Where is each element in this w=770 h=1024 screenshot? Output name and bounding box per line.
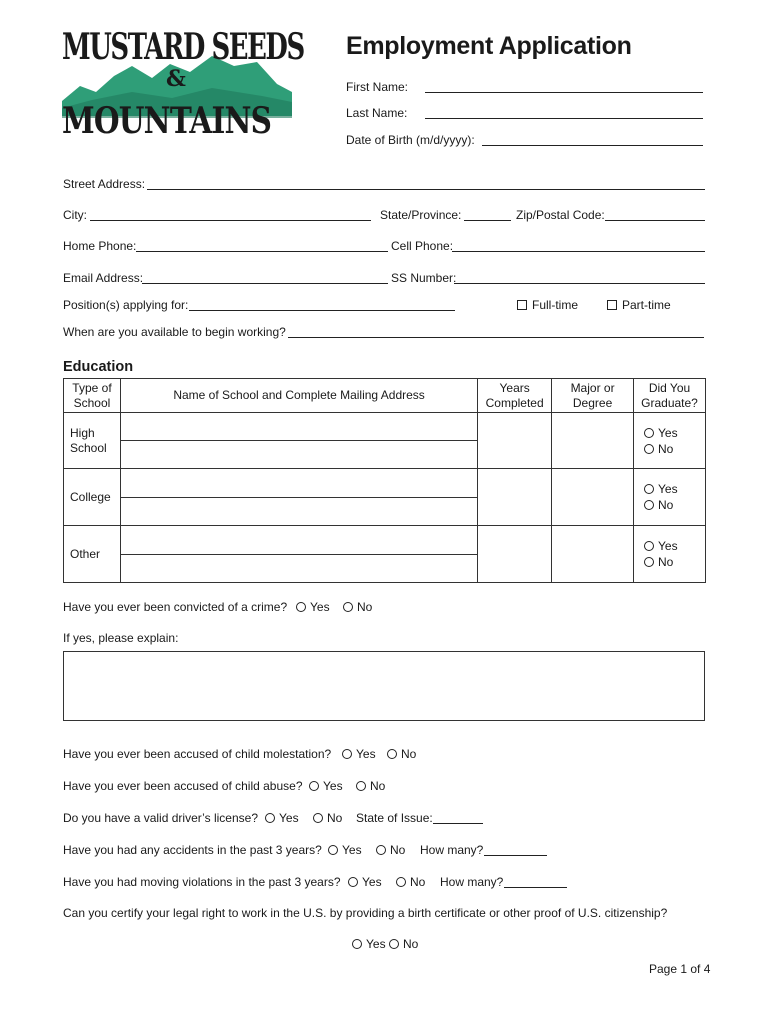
- molestation-yes-option[interactable]: Yes: [342, 747, 376, 761]
- graduate-cell: [634, 469, 706, 526]
- radio-icon[interactable]: [342, 749, 352, 759]
- molestation-no-option[interactable]: No: [387, 747, 416, 761]
- header-major: Major or Degree: [552, 379, 634, 413]
- accidents-question: Have you had any accidents in the past 3 years?: [63, 843, 322, 857]
- header-graduate: Did You Graduate?: [634, 379, 706, 413]
- city-label: City:: [63, 208, 87, 222]
- dob-field[interactable]: [482, 145, 703, 146]
- street-label: Street Address:: [63, 177, 146, 191]
- violations-no-option[interactable]: No: [396, 875, 425, 889]
- major-cell[interactable]: [552, 413, 634, 469]
- state-issue-field[interactable]: [433, 823, 483, 824]
- radio-icon[interactable]: [328, 845, 338, 855]
- education-heading: Education: [63, 359, 134, 375]
- school-address-cell[interactable]: [120, 526, 477, 583]
- crime-question: Have you ever been convicted of a crime?: [63, 600, 288, 614]
- logo-text-line2: MOUNTAINS: [62, 100, 272, 142]
- logo-text-line1: MUSTARD SEEDS: [62, 26, 304, 68]
- logo: [62, 26, 304, 142]
- page-number: Page 1 of 4: [649, 962, 711, 976]
- radio-no[interactable]: [644, 444, 654, 454]
- row-type: College: [64, 469, 121, 526]
- street-field[interactable]: [147, 189, 705, 190]
- violations-question: Have you had moving violations in the past 3 years?: [63, 875, 341, 889]
- radio-yes[interactable]: [644, 428, 654, 438]
- radio-yes[interactable]: [644, 484, 654, 494]
- license-no-option[interactable]: No: [313, 811, 342, 825]
- available-label: When are you available to begin working?: [63, 325, 286, 339]
- position-label: Position(s) applying for:: [63, 298, 189, 312]
- state-issue-label: State of Issue:: [356, 811, 433, 825]
- radio-icon[interactable]: [356, 781, 366, 791]
- radio-icon[interactable]: [343, 602, 353, 612]
- home-phone-label: Home Phone:: [63, 239, 137, 253]
- accidents-how-many-field[interactable]: [484, 855, 547, 856]
- header-school-name: Name of School and Complete Mailing Address: [120, 379, 477, 413]
- radio-icon[interactable]: [389, 939, 399, 949]
- cell-phone-label: Cell Phone:: [391, 239, 454, 253]
- accidents-no-option[interactable]: No: [376, 843, 405, 857]
- graduate-yes-option[interactable]: Yes: [644, 538, 705, 554]
- graduate-no-option[interactable]: No: [644, 441, 705, 457]
- row-type: High School: [64, 413, 121, 469]
- graduate-yes-option[interactable]: Yes: [644, 481, 705, 497]
- years-cell[interactable]: [478, 526, 552, 583]
- crime-yes-option[interactable]: Yes: [296, 600, 330, 614]
- header-type: Type of School: [64, 379, 121, 413]
- graduate-yes-option[interactable]: Yes: [644, 425, 705, 441]
- email-field[interactable]: [142, 283, 388, 284]
- violations-how-many-field[interactable]: [504, 887, 567, 888]
- molestation-question: Have you ever been accused of child molestation?: [63, 747, 332, 761]
- zip-label: Zip/Postal Code:: [516, 208, 605, 222]
- table-row: [64, 526, 706, 583]
- certify-no-option[interactable]: No: [389, 937, 418, 951]
- table-row: [64, 413, 706, 469]
- state-label: State/Province:: [380, 208, 462, 222]
- violations-how-many-label: How many?: [440, 875, 504, 889]
- ss-field[interactable]: [454, 283, 705, 284]
- radio-icon[interactable]: [387, 749, 397, 759]
- fulltime-option[interactable]: [517, 298, 578, 312]
- major-cell[interactable]: [552, 469, 634, 526]
- education-header-row: [64, 379, 706, 413]
- radio-icon[interactable]: [352, 939, 362, 949]
- school-address-cell[interactable]: [120, 469, 477, 526]
- accidents-how-many-label: How many?: [420, 843, 484, 857]
- radio-icon[interactable]: [376, 845, 386, 855]
- available-field[interactable]: [288, 337, 704, 338]
- first-name-field[interactable]: [425, 92, 703, 93]
- certify-yes-option[interactable]: Yes: [352, 937, 386, 951]
- zip-field[interactable]: [605, 220, 705, 221]
- fulltime-label: Full-time: [532, 298, 579, 312]
- ss-label: SS Number:: [391, 271, 457, 285]
- radio-no[interactable]: [644, 557, 654, 567]
- license-yes-option[interactable]: Yes: [265, 811, 299, 825]
- violations-yes-option[interactable]: Yes: [348, 875, 382, 889]
- radio-icon[interactable]: [396, 877, 406, 887]
- cell-phone-field[interactable]: [452, 251, 705, 252]
- table-row: [64, 469, 706, 526]
- explain-label: If yes, please explain:: [63, 631, 179, 645]
- abuse-question: Have you ever been accused of child abuse?: [63, 779, 303, 793]
- page-title: Employment Application: [346, 32, 632, 60]
- parttime-label: Part-time: [622, 298, 671, 312]
- radio-icon[interactable]: [309, 781, 319, 791]
- last-name-field[interactable]: [425, 118, 703, 119]
- radio-icon[interactable]: [313, 813, 323, 823]
- graduate-no-option[interactable]: No: [644, 554, 705, 570]
- radio-yes[interactable]: [644, 541, 654, 551]
- explain-textarea[interactable]: [63, 651, 705, 721]
- school-address-cell[interactable]: [120, 413, 477, 469]
- email-label: Email Address:: [63, 271, 144, 285]
- radio-icon[interactable]: [296, 602, 306, 612]
- education-table: [63, 378, 706, 583]
- major-cell[interactable]: [552, 526, 634, 583]
- radio-icon[interactable]: [348, 877, 358, 887]
- years-cell[interactable]: [478, 469, 552, 526]
- license-question: Do you have a valid driver’s license?: [63, 811, 258, 825]
- city-field[interactable]: [90, 220, 371, 221]
- parttime-option[interactable]: [607, 298, 671, 312]
- accidents-yes-option[interactable]: Yes: [328, 843, 362, 857]
- dob-label: Date of Birth (m/d/yyyy):: [346, 133, 475, 147]
- row-type: Other: [64, 526, 121, 583]
- logo-ampersand: &: [166, 66, 186, 92]
- graduate-cell: [634, 413, 706, 469]
- graduate-cell: [634, 526, 706, 583]
- first-name-label: First Name:: [346, 80, 409, 94]
- abuse-no-option[interactable]: No: [356, 779, 385, 793]
- years-cell[interactable]: [478, 413, 552, 469]
- certify-question: Can you certify your legal right to work in the U.S. by providing a birth certificate or other proof of U.S. citizenship?: [63, 906, 668, 920]
- header-years: Years Completed: [478, 379, 552, 413]
- parttime-checkbox[interactable]: [607, 300, 617, 310]
- fulltime-checkbox[interactable]: [517, 300, 527, 310]
- position-field[interactable]: [189, 310, 455, 311]
- radio-no[interactable]: [644, 500, 654, 510]
- abuse-yes-option[interactable]: Yes: [309, 779, 343, 793]
- last-name-label: Last Name:: [346, 106, 408, 120]
- graduate-no-option[interactable]: No: [644, 497, 705, 513]
- radio-icon[interactable]: [265, 813, 275, 823]
- home-phone-field[interactable]: [136, 251, 388, 252]
- state-field[interactable]: [464, 220, 511, 221]
- crime-no-option[interactable]: No: [343, 600, 372, 614]
